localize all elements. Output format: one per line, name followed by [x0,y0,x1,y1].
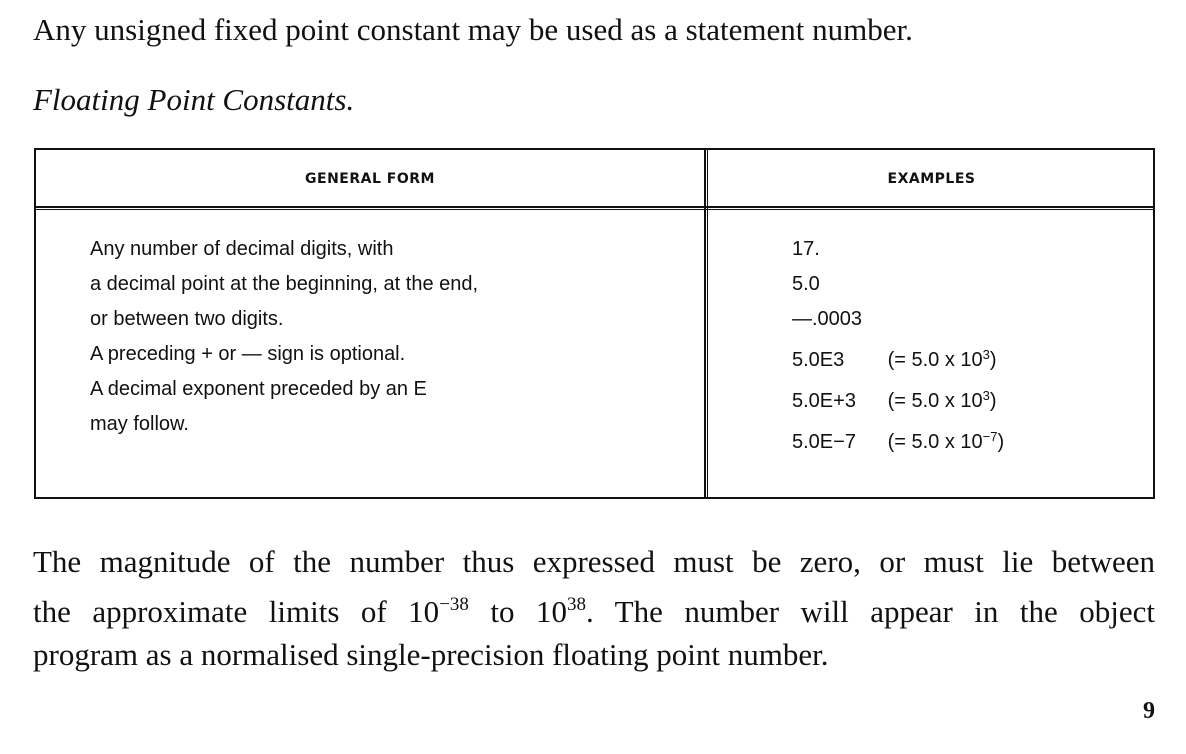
general-form-line: or between two digits. [90,308,284,330]
example-row [792,267,1004,302]
general-form-line: A decimal exponent preceded by an E [90,378,427,400]
paragraph-text: to 10 [468,594,567,629]
example-value: 5.0E−7 [792,431,856,453]
examples-header: EXAMPLES [887,171,976,187]
general-form-line: Any number of decimal digits, with [90,238,394,260]
general-form-line: may follow. [90,413,189,435]
examples-list [792,232,1004,460]
example-value: 5.0 [792,273,820,295]
example-row [792,337,1004,378]
constants-table [34,148,1155,499]
example-row [792,302,1004,337]
example-value: 17. [792,238,820,260]
example-exponent: −7 [982,429,998,444]
example-value: 5.0E+3 [792,390,856,412]
general-form-text [90,232,478,442]
column-divider [704,150,708,497]
exponent-min: −38 [439,594,469,615]
page-number: 9 [1143,698,1155,724]
general-form-header: GENERAL FORM [305,171,435,187]
paragraph-line [33,583,1155,633]
example-exponent: 3 [982,388,990,403]
exponent-max: 38 [566,594,586,615]
example-row [792,232,1004,267]
general-form-line: A preceding + or — sign is optional. [90,343,406,365]
section-heading: Floating Point Constants. [33,82,355,117]
example-close-paren: ) [997,431,1005,453]
header-divider [36,206,1153,210]
example-exponent: 3 [982,347,990,362]
example-close-paren: ) [989,390,997,412]
example-row [792,378,1004,419]
example-value: —.0003 [792,308,863,330]
magnitude-paragraph [33,540,1155,676]
example-equivalent: (= 5.0 x 10 [887,349,983,371]
intro-sentence: Any unsigned fixed point constant may be used as a statement number. [33,12,913,47]
paragraph-text: . The number will appear in the object [585,594,1155,629]
general-form-line: a decimal point at the beginning, at the end, [90,273,479,295]
example-close-paren: ) [989,349,997,371]
example-equivalent: (= 5.0 x 10 [887,390,983,412]
paragraph-line: program as a normalised single-precision floating point number. [33,637,829,672]
paragraph-text: the approximate limits of 10 [33,594,440,629]
example-row [792,419,1004,460]
example-value: 5.0E3 [792,349,845,371]
paragraph-line: The magnitude of the number thus expressed must be zero, or must lie between [33,544,1155,579]
example-equivalent: (= 5.0 x 10 [887,431,983,453]
